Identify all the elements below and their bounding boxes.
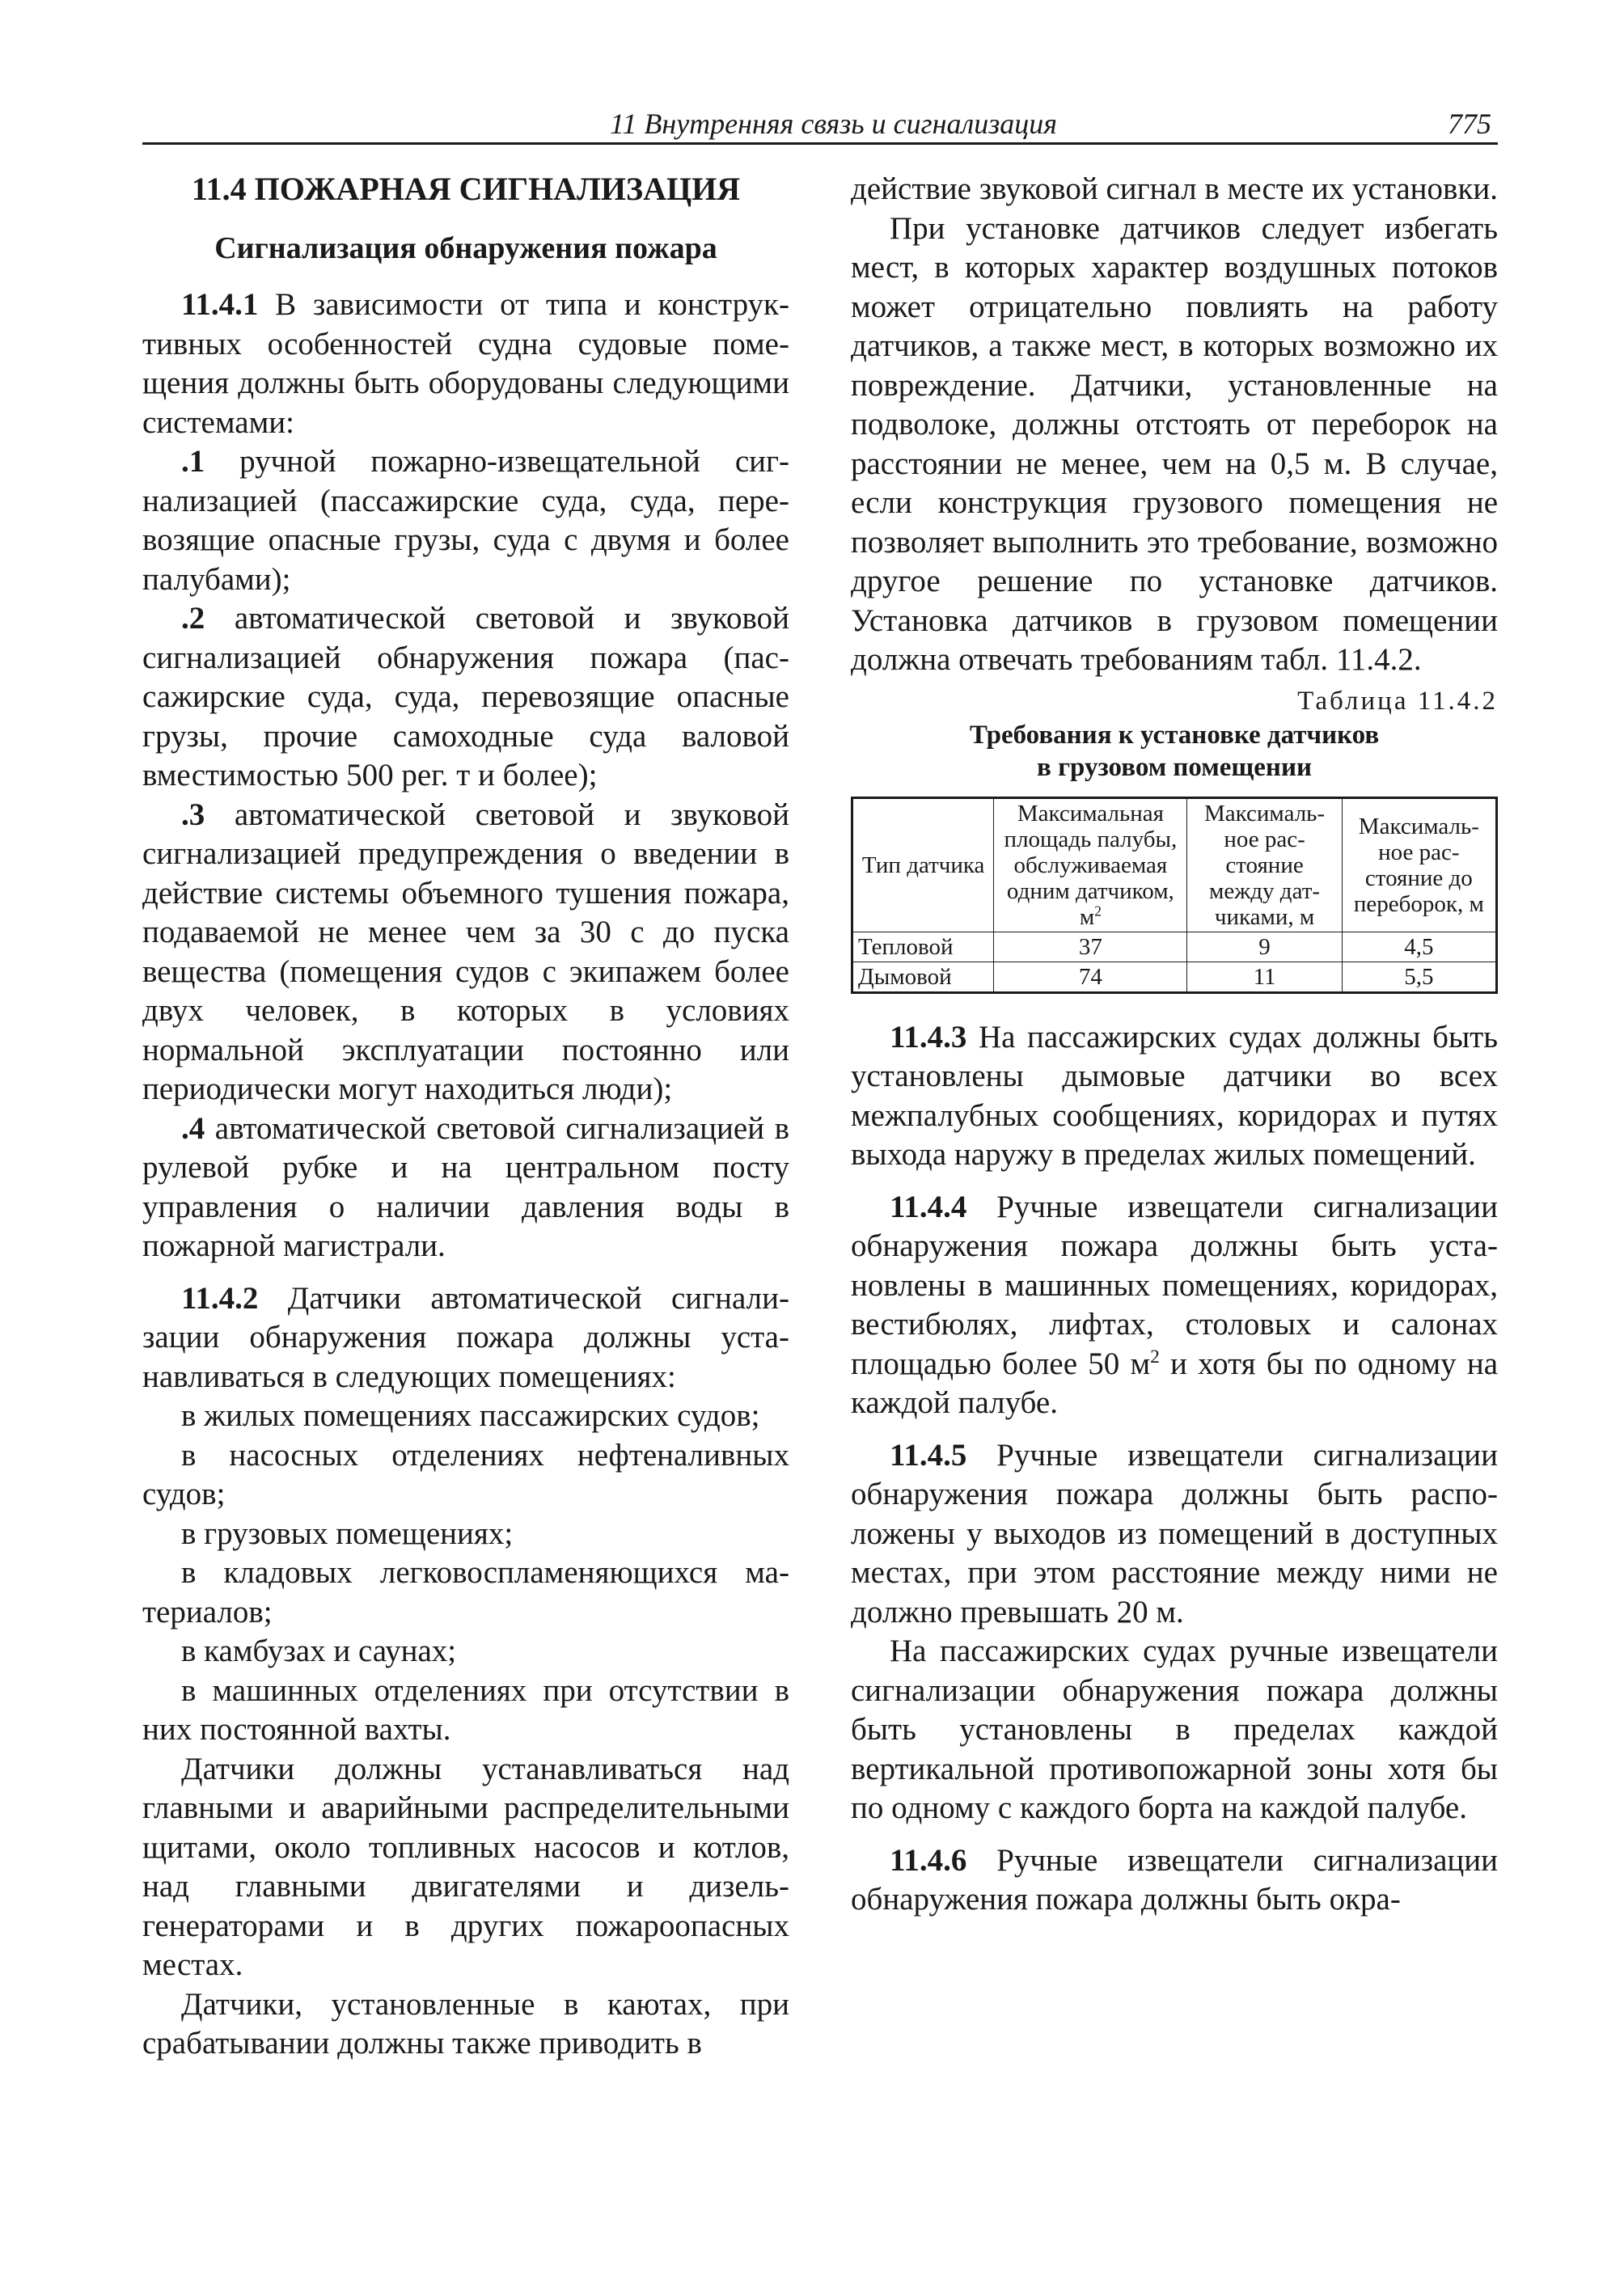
item-number: .2 bbox=[181, 601, 205, 636]
table-cell: Дымовой bbox=[852, 962, 994, 992]
list-item bbox=[142, 796, 789, 1110]
column-header bbox=[994, 797, 1187, 932]
location-item: в кладовых легковоспламеняющихся материалов; bbox=[142, 1555, 789, 1629]
location-item: в жилых помещениях пассажирских судов; bbox=[181, 1398, 760, 1433]
clause-number: 11.4.4 bbox=[890, 1189, 967, 1224]
clause-text: и хотя бы по одному на каждой палубе. bbox=[851, 1346, 1499, 1420]
item-text: ручной пожарно-извещательной сигнализацией (пассажирские суда, суда, перевозящие опасные грузы, суда с двумя и более палубами); bbox=[142, 444, 789, 597]
list-item bbox=[142, 599, 789, 796]
header-title: 11 Внутренняя связь и сигнализация bbox=[610, 108, 1057, 140]
superscript: 2 bbox=[1094, 902, 1102, 919]
list-item bbox=[142, 1110, 789, 1266]
item-text: автоматической световой сигнализацией в рулевой рубке и на центральном посту управления о наличии давления воды в пожарной магистрали. bbox=[142, 1110, 789, 1263]
item-number: .3 bbox=[181, 797, 205, 832]
table-row bbox=[852, 932, 1497, 962]
table-cell: 37 bbox=[994, 932, 1187, 962]
clause-text: Ручные извещатели сигнализации обнаружения пожара должны быть установлены в машинных помещениях, коридорах, вестибюлях, лифтах, столовых и салонах площадью более 50 м bbox=[851, 1189, 1498, 1381]
item-number: .1 bbox=[181, 444, 205, 479]
table-cell: Тепловой bbox=[852, 932, 994, 962]
right-column bbox=[851, 170, 1498, 1920]
paragraph: Датчики должны устанавливаться над главными и аварийными распределительными щитами, около топливных насосов и котлов, над главными двигателями и дизель-генераторами и в других пожароопасных местах. bbox=[142, 1751, 789, 1982]
location-item: в камбузах и саунах; bbox=[181, 1634, 457, 1668]
paragraph: Датчики, установленные в каютах, при срабатывании должны также приводить в bbox=[142, 1986, 789, 2061]
clause-number: 11.4.6 bbox=[890, 1842, 967, 1878]
item-text: автоматической световой и звуковой сигнализацией обнаружения пожара (пассажирские суда, суда, перевозящие опасные грузы, прочие самоходные суда валовой вместимостью 500 рег. т и более); bbox=[142, 601, 789, 793]
clause-number: 11.4.5 bbox=[890, 1437, 967, 1473]
clause-text: В зависимости от типа и конструктивных особенностей судна судовые помещения должны быть оборудованы следующими системами: bbox=[142, 287, 789, 440]
paragraph-11-4-3 bbox=[851, 1018, 1498, 1175]
table-cell: 11 bbox=[1187, 962, 1342, 992]
sensor-requirements-table bbox=[851, 797, 1498, 994]
header-text: Максимальная площадь палубы, обслуживаемая одним датчиком, м bbox=[1004, 800, 1178, 930]
paragraph-11-4-1 bbox=[142, 285, 789, 442]
table-cell: 5,5 bbox=[1342, 962, 1496, 992]
table-label: Таблица 11.4.2 bbox=[1297, 686, 1498, 716]
paragraph-11-4-5 bbox=[851, 1436, 1498, 1633]
superscript: 2 bbox=[1150, 1346, 1160, 1367]
location-item: в грузовых помещениях; bbox=[181, 1515, 514, 1551]
location-item: в насосных отделениях нефтеналивных судов; bbox=[142, 1437, 789, 1511]
clause-text: Ручные извещатели сигнализации обнаружения пожара должны быть окра- bbox=[851, 1842, 1498, 1917]
item-text: автоматической световой и звуковой сигнализацией предупреждения о введении в действие системы объемного тушения пожара, подаваемой не менее чем за 30 с до пуска вещества (помещения судов с экипажем более двух человек, в которых в условиях нормальной эксплуатации постоянно или периодически могут находиться люди); bbox=[142, 797, 789, 1106]
column-header: Максимальное расстояние до переборок, м bbox=[1342, 797, 1496, 932]
paragraph-11-4-6 bbox=[851, 1841, 1498, 1920]
section-title: 11.4 ПОЖАРНАЯ СИГНАЛИЗАЦИЯ bbox=[191, 171, 741, 207]
table-caption-line: Требования к установке датчиков bbox=[969, 720, 1380, 750]
clause-text: На пассажирских судах должны быть установлены дымовые датчики во всех межпалубных сообщениях, коридорах и путях выхода наружу в пределах жилых помещений. bbox=[851, 1019, 1498, 1172]
column-header: Максимальное расстояние между датчиками, м bbox=[1187, 797, 1342, 932]
paragraph: При установке датчиков следует избегать мест, в которых характер воздушных потоков может отрицательно повлиять на работу датчиков, а также мест, в которых возможно их повреждение. Датчики, установленные на подволоке, должны отстоять от переборок на расстоянии не менее, чем на 0,5 м. В случае, если конструкция грузового помещения не позволяет выполнить это требование, возможно другое решение по установке датчиков. Установка датчиков в грузовом помещении должна отвечать требованиям табл. 11.4.2. bbox=[851, 210, 1498, 677]
section-subtitle: Сигнализация обнаружения пожара bbox=[214, 230, 717, 265]
left-column bbox=[142, 170, 789, 2064]
paragraph: На пассажирских судах ручные извещатели сигнализации обнаружения пожара должны быть установлены в пределах каждой вертикальной противопожарной зоны хотя бы по одному с каждого борта на каждой палубе. bbox=[851, 1634, 1498, 1825]
column-header: Тип датчика bbox=[852, 797, 994, 932]
running-header bbox=[142, 104, 1498, 145]
table-row bbox=[852, 962, 1497, 992]
paragraph: действие звуковой сигнал в месте их установки. bbox=[851, 171, 1499, 206]
paragraph-11-4-2 bbox=[142, 1279, 789, 1397]
clause-number: 11.4.2 bbox=[181, 1280, 259, 1316]
clause-number: 11.4.3 bbox=[890, 1019, 967, 1055]
clause-text: Ручные извещатели сигнализации обнаружения пожара должны быть расположены у выходов из помещений в доступных местах, при этом расстояние между ними не должно превышать 20 м. bbox=[851, 1437, 1498, 1629]
table-cell: 4,5 bbox=[1342, 932, 1496, 962]
paragraph-11-4-4 bbox=[851, 1188, 1498, 1423]
location-item: в машинных отделениях при отсутствии в них постоянной вахты. bbox=[142, 1672, 789, 1747]
list-item bbox=[142, 442, 789, 599]
table-cell: 9 bbox=[1187, 932, 1342, 962]
item-number: .4 bbox=[181, 1110, 205, 1146]
clause-text: Датчики автоматической сигнализации обнаружения пожара должны устанавливаться в следующих помещениях: bbox=[142, 1280, 789, 1394]
table-header-row bbox=[852, 797, 1497, 932]
page-number: 775 bbox=[1448, 108, 1491, 140]
table-caption-line: в грузовом помещении bbox=[1037, 752, 1312, 782]
clause-number: 11.4.1 bbox=[181, 287, 259, 322]
table-cell: 74 bbox=[994, 962, 1187, 992]
